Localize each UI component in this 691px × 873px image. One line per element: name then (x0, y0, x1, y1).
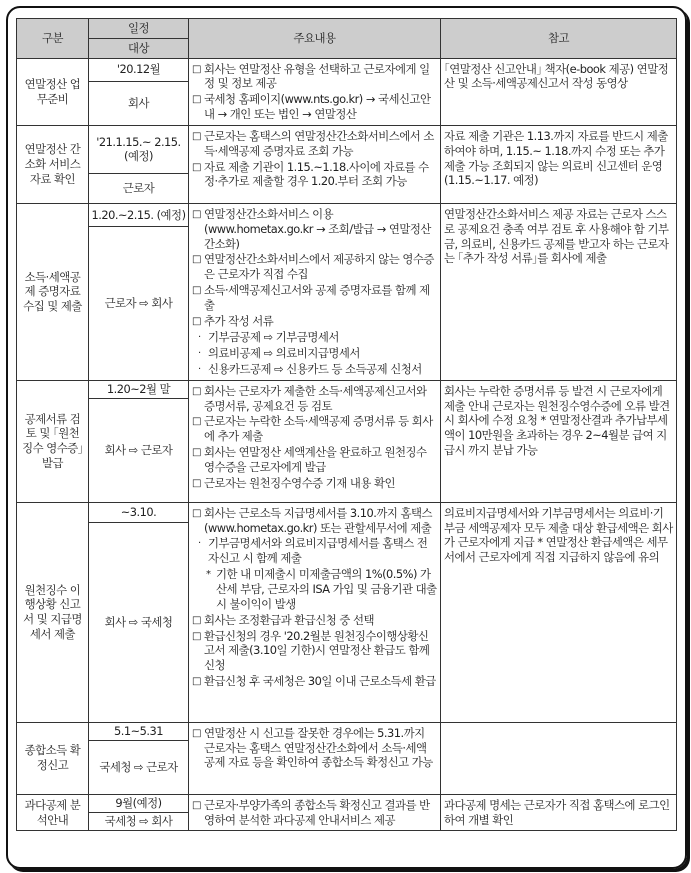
content-item (192, 362, 437, 377)
bullet-mark: □ (192, 254, 201, 266)
content-text: 국세청 홈페이지(www.nts.go.kr) → 국세신고안내 → 개인 또는 법인 → 연말정산 (204, 92, 431, 122)
row-note: 회사는 누락한 증명서류 등 발견 시 근로자에게 제출 안내 근로자는 원천징수영수증에 오류 발견 시 회사에 수정 요청 * 연말정산결과 추가납부세액이 10만원을 초과하는 경우 2~4월분 급여 지급시 까지 분납 가능 (441, 380, 677, 502)
bullet-mark: □ (192, 447, 201, 459)
bullet-mark: □ (192, 315, 201, 327)
header-content: 주요내용 (189, 19, 441, 59)
bullet-mark: □ (192, 208, 201, 220)
content-item (192, 506, 437, 536)
row-category: 과다공제 분석안내 (17, 794, 89, 831)
content-item (192, 160, 437, 190)
content-text: 회사는 근로자가 제출한 소득·세액공제신고서와 증명서류, 공제요건 등 검토 (204, 383, 427, 413)
row-target: 국세청 ⇨ 근로자 (89, 740, 189, 794)
content-text: 근로자는 누락한 소득·세액공제 증명서류 등 회사에 추가 제출 (204, 414, 433, 444)
row-schedule: 1.20.~2.15. (예정) (89, 203, 189, 226)
content-item (192, 445, 437, 475)
content-item (192, 62, 437, 92)
bullet-mark: · (198, 538, 201, 550)
content-text: 근로자·부양가족의 종합소득 확정신고 결과를 반영하여 분석한 과다공제 안내서비스 제공 (204, 797, 430, 827)
row-target: 회사 ⇨ 국세청 (89, 522, 189, 722)
row-content (189, 380, 441, 502)
row-category: 연말정산 간소화 서비스자료 확인 (17, 125, 89, 203)
content-text: 기부금명세서와 의료비지급명세서를 홈택스 전자신고 시 함께 제출 (208, 536, 428, 566)
header-category: 구분 (17, 19, 89, 59)
row-note: 연말정산간소화서비스 제공 자료는 근로자 스스로 공제요건 충족 여부 검토 후 사용해야 함 기부금, 의료비, 신용카드 공제를 받고자 하는 근로자는 ｢추가 작성 서류｣를 회사에 제출 (441, 203, 677, 380)
row-content (189, 125, 441, 203)
content-text: 연말정산간소화서비스 이용(www.hometax.go.kr → 조회/발급 → 연말정산간소화) (204, 206, 431, 251)
row-schedule: 9월(예정) (89, 794, 189, 812)
row-schedule: 1.20~2월 말 (89, 380, 189, 398)
row-content (189, 794, 441, 831)
row-note: 자료 제출 기관은 1.13.까지 자료를 반드시 제출하여야 하며, 1.15.~ 1.18.까지 수정 또는 추가 제출 가능 조회되지 않는 의료비 신고센터 운영 (1.15.~1.17. 예정) (441, 125, 677, 203)
bullet-mark: □ (192, 416, 201, 428)
row-content (189, 502, 441, 722)
content-item (192, 314, 437, 329)
bullet-mark: □ (192, 614, 201, 626)
content-item (192, 252, 437, 282)
row-content (189, 58, 441, 125)
row-target: 근로자 ⇨ 회사 (89, 227, 189, 381)
content-text: 연말정산간소화서비스에서 제공하지 않는 영수증은 근로자가 직접 수집 (204, 252, 434, 282)
bullet-mark: · (198, 363, 201, 375)
row-target: 근로자 (89, 173, 189, 203)
row-note: 의료비지급명세서와 기부금명세서는 의료비·기부금 세액공제자 모두 제출 대상 환급세액은 회사가 근로자에게 지급 * 연말정산 환급세액은 세무서에서 근로자에게 직접 지급하지 않음에 유의 (441, 502, 677, 722)
content-item (192, 567, 437, 611)
row-category: 원천징수 이행상황 신고서 및 지급명세서 제출 (17, 502, 89, 722)
bullet-mark: □ (192, 63, 201, 75)
year-end-tax-schedule-table (16, 18, 677, 831)
row-category: 공제서류 검토 및 ｢원천징수 영수증｣ 발급 (17, 380, 89, 502)
row-category: 종합소득 확정신고 (17, 722, 89, 794)
content-item (192, 726, 437, 770)
content-item (192, 674, 437, 689)
content-text: 기부금공제 ⇨ 기부금명세서 (208, 329, 339, 344)
content-text: 추가 작성 서류 (204, 313, 274, 328)
content-item (192, 207, 437, 251)
content-item (192, 476, 437, 491)
row-schedule: '21.1.15.~ 2.15. (예정) (89, 125, 189, 173)
row-note: 과다공제 명세는 근로자가 직접 홈택스에 로그인하여 개별 확인 (441, 794, 677, 831)
row-category: 연말정산 업무준비 (17, 58, 89, 125)
content-item (192, 613, 437, 628)
bullet-mark: □ (192, 161, 201, 173)
content-text: 환급신청의 경우 '20.2월분 원천징수이행상황신고서 제출(3.10일 기한)시 연말정산 환급도 함께 신청 (204, 628, 430, 673)
bullet-mark: □ (192, 676, 201, 688)
bullet-mark: □ (192, 94, 201, 106)
content-item (192, 414, 437, 444)
row-schedule: ~3.10. (89, 502, 189, 522)
row-note (441, 722, 677, 794)
content-text: 소득·세액공제신고서와 공제 증명자료를 함께 제출 (204, 283, 430, 312)
content-text: 근로자는 홈택스의 연말정산간소화서비스에서 소득·세액공제 증명자료 조회 가능 (204, 128, 434, 158)
content-text: 회사는 조정환급과 환급신청 중 선택 (204, 612, 375, 627)
content-item (192, 346, 437, 361)
content-text: 자료 제출 기관이 1.15.~1.18.사이에 자료를 수정·추가로 제출할 경우 1.20.부터 조회 가능 (204, 159, 429, 189)
bullet-mark: □ (192, 385, 201, 397)
content-text: 근로자는 원천징수영수증 기재 내용 확인 (204, 475, 396, 490)
content-text: 환급신청 후 국세청은 30일 이내 근로소득세 환급 (204, 674, 436, 689)
content-item (192, 384, 437, 414)
bullet-mark: □ (192, 630, 201, 642)
bullet-mark: □ (192, 727, 201, 739)
content-item (192, 92, 437, 122)
header-target: 대상 (89, 38, 189, 58)
content-text: 회사는 연말정산 유형을 선택하고 근로자에게 일정 및 정보 제공 (204, 61, 430, 91)
header-schedule: 일정 (89, 19, 189, 39)
row-content (189, 722, 441, 794)
row-content (189, 203, 441, 380)
content-text: 신용카드공제 ⇨ 신용카드 등 소득공제 신청서 (208, 361, 422, 376)
row-target: 회사 (89, 81, 189, 125)
bullet-mark: □ (192, 285, 201, 297)
content-text: 회사는 연말정산 세액계산을 완료하고 원천징수영수증을 근로자에게 발급 (204, 445, 427, 474)
row-schedule: 5.1~5.31 (89, 722, 189, 740)
bullet-mark: · (198, 347, 201, 359)
bullet-mark: * (206, 569, 211, 581)
content-item (192, 283, 437, 313)
content-text: 회사는 근로소득 지급명세서를 3.10.까지 홈택스(www.hometax.go.kr) 또는 관할세무서에 제출 (204, 505, 433, 535)
bullet-mark: □ (192, 507, 201, 519)
content-text: 기한 내 미제출시 미제출금액의 1%(0.5%) 가산세 부담, 근로자의 ISA 가입 및 금융기관 대출 시 불이익이 발생 (216, 567, 437, 611)
bullet-mark: □ (192, 130, 201, 142)
row-schedule: '20.12월 (89, 58, 189, 81)
content-item (192, 536, 437, 566)
content-item (192, 798, 437, 828)
header-notes: 참고 (441, 19, 677, 59)
row-category: 소득·세액공제 증명자료 수집 및 제출 (17, 203, 89, 380)
row-target: 회사 ⇨ 근로자 (89, 398, 189, 502)
row-target: 국세청 ⇨ 회사 (89, 813, 189, 831)
content-item (192, 330, 437, 345)
content-text: 연말정산 시 신고를 잘못한 경우에는 5.31.까지 근로자는 홈택스 연말정산간소화에서 소득·세액공제 자료 등을 확인하여 종합소득 확정신고 가능 (204, 725, 433, 770)
bullet-mark: · (198, 331, 201, 343)
content-item (192, 129, 437, 159)
content-text: 의료비공제 ⇨ 의료비지급명세서 (208, 345, 360, 360)
bullet-mark: □ (192, 477, 201, 489)
bullet-mark: □ (192, 799, 201, 811)
content-item (192, 629, 437, 673)
row-note: ｢연말정산 신고안내｣ 책자(e-book 제공) 연말정산 및 소득·세액공제신고서 작성 동영상 (441, 58, 677, 125)
